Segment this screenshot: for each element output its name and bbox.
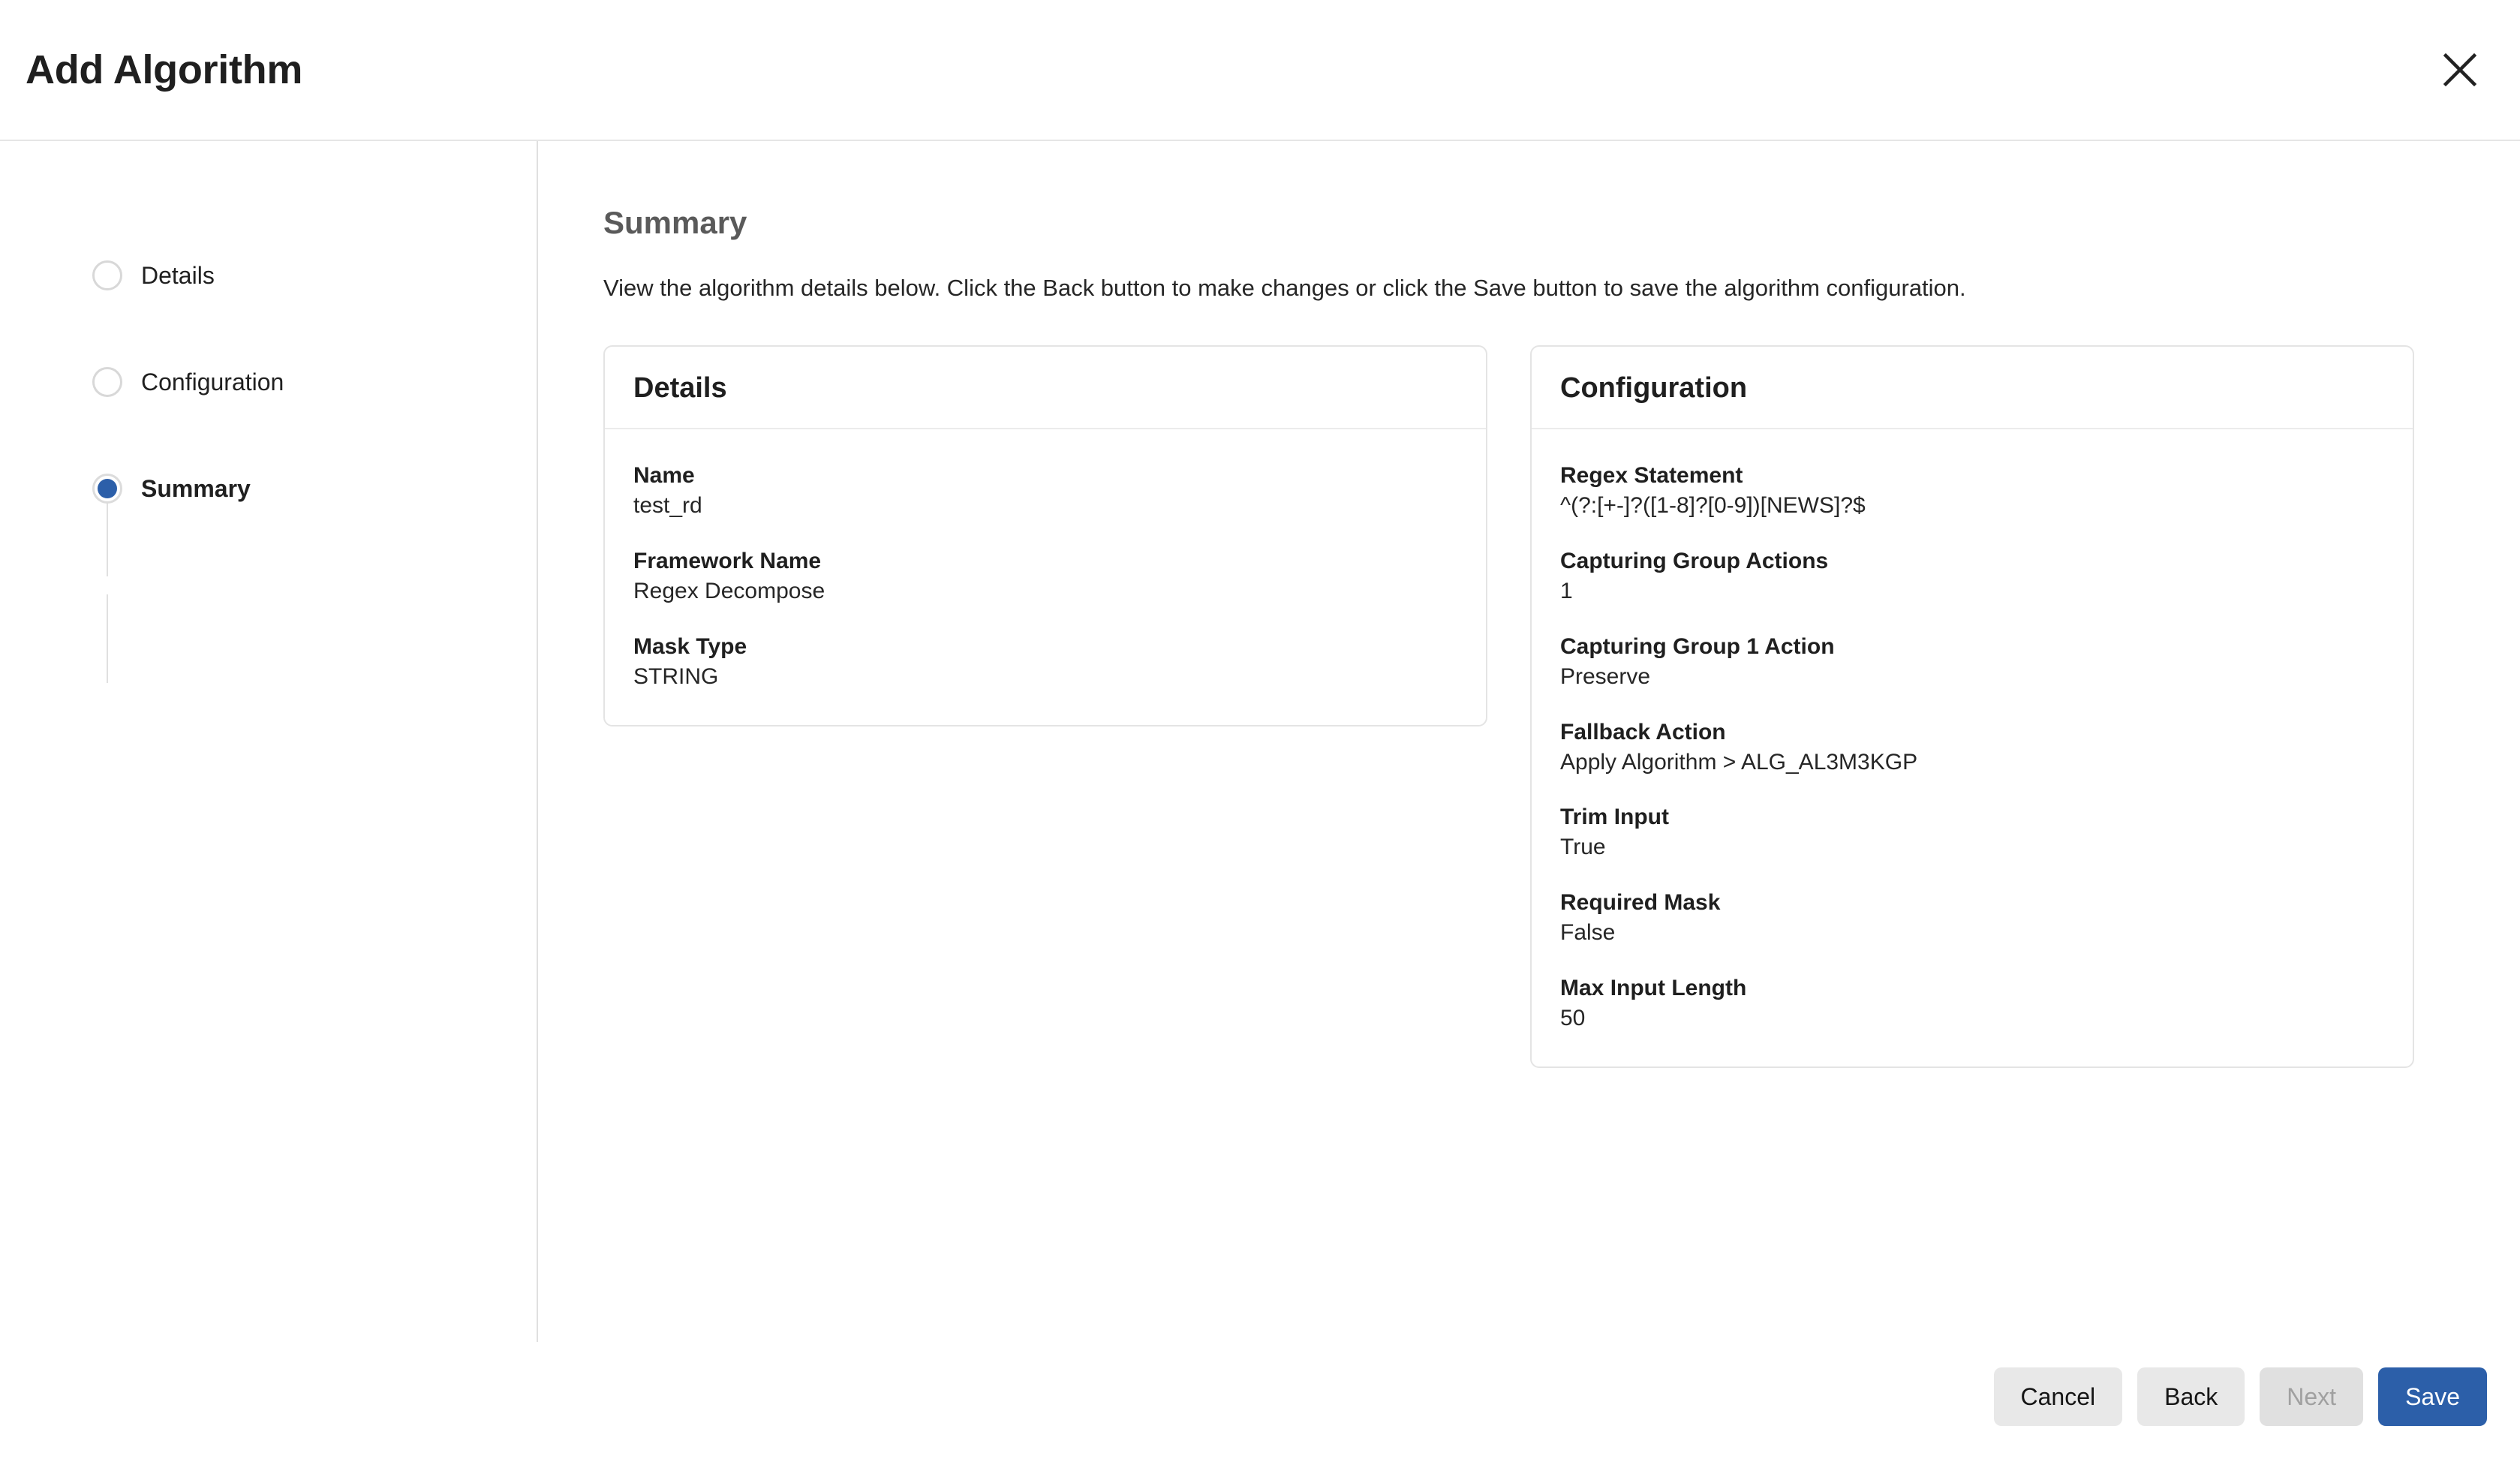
dialog-header bbox=[0, 0, 2520, 141]
field-value: False bbox=[1560, 920, 1616, 946]
sidebar-item-label: Details bbox=[141, 262, 215, 289]
step-marker-summary bbox=[90, 471, 125, 506]
field-capturing-group-actions bbox=[1560, 546, 2384, 606]
step-marker-details bbox=[90, 258, 125, 293]
step-circle-icon bbox=[92, 474, 122, 504]
cancel-button[interactable]: Cancel bbox=[1994, 1367, 2123, 1426]
field-regex-statement bbox=[1560, 461, 2384, 521]
field-label: Mask Type bbox=[633, 633, 747, 659]
field-fallback-action bbox=[1560, 717, 2384, 778]
configuration-card bbox=[1530, 345, 2414, 1067]
field-label: Name bbox=[633, 463, 695, 489]
step-dot-icon bbox=[98, 479, 117, 498]
sidebar-item-summary[interactable] bbox=[90, 435, 537, 542]
dialog-body bbox=[0, 141, 2520, 1459]
summary-content bbox=[537, 141, 2520, 1459]
section-description: View the algorithm details below. Click the Back button to make changes or click the Save button to save the algorithm configuration. bbox=[603, 275, 1966, 301]
field-value: Preserve bbox=[1560, 663, 1651, 689]
field-label: Capturing Group 1 Action bbox=[1560, 633, 1835, 659]
field-capturing-group-1-action bbox=[1560, 632, 2384, 692]
configuration-card-header bbox=[1532, 347, 2413, 429]
close-icon bbox=[2440, 50, 2479, 89]
field-value: True bbox=[1560, 835, 1606, 860]
save-button[interactable]: Save bbox=[2378, 1367, 2487, 1426]
sidebar-item-label: Summary bbox=[141, 475, 251, 502]
field-label: Capturing Group Actions bbox=[1560, 549, 1829, 574]
sidebar-item-label: Configuration bbox=[141, 369, 284, 396]
step-circle-icon bbox=[92, 367, 122, 397]
field-trim-input bbox=[1560, 802, 2384, 862]
field-value: Regex Decompose bbox=[633, 578, 825, 603]
step-connector-2 bbox=[107, 594, 108, 683]
section-title: Summary bbox=[603, 205, 747, 240]
next-button: Next bbox=[2260, 1367, 2363, 1426]
field-mask-type bbox=[633, 632, 1457, 692]
field-value: 1 bbox=[1560, 578, 1573, 603]
close-button[interactable] bbox=[2427, 37, 2493, 103]
field-name bbox=[633, 461, 1457, 521]
field-value: ^(?:[+-]?([1-8]?[0-9])[NEWS]?$ bbox=[1560, 493, 1866, 519]
field-value: Apply Algorithm > ALG_AL3M3KGP bbox=[1560, 749, 1918, 775]
field-value: STRING bbox=[633, 663, 719, 689]
field-value: test_rd bbox=[633, 493, 702, 519]
field-label: Fallback Action bbox=[1560, 719, 1726, 745]
dialog-footer bbox=[1994, 1367, 2487, 1426]
configuration-card-body bbox=[1532, 429, 2413, 1066]
details-card-body bbox=[605, 429, 1486, 724]
field-label: Framework Name bbox=[633, 549, 822, 574]
page-title: Add Algorithm bbox=[26, 47, 303, 92]
field-required-mask bbox=[1560, 888, 2384, 948]
details-card-header bbox=[605, 347, 1486, 429]
step-marker-configuration bbox=[90, 365, 125, 399]
stepper-sidebar bbox=[0, 141, 537, 1459]
configuration-card-title: Configuration bbox=[1560, 372, 1748, 405]
field-framework-name bbox=[633, 546, 1457, 606]
field-value: 50 bbox=[1560, 1005, 1586, 1030]
field-max-input-length bbox=[1560, 973, 2384, 1033]
stepper bbox=[0, 222, 537, 542]
sidebar-item-configuration[interactable] bbox=[90, 329, 537, 435]
field-label: Required Mask bbox=[1560, 890, 1721, 916]
field-label: Regex Statement bbox=[1560, 463, 1743, 489]
details-card bbox=[603, 345, 1487, 726]
sidebar-item-details[interactable] bbox=[90, 222, 537, 329]
step-circle-icon bbox=[92, 260, 122, 290]
back-button[interactable]: Back bbox=[2137, 1367, 2245, 1426]
details-card-title: Details bbox=[633, 372, 727, 405]
summary-cards bbox=[603, 345, 2520, 1067]
field-label: Max Input Length bbox=[1560, 975, 1747, 1000]
field-label: Trim Input bbox=[1560, 805, 1669, 830]
